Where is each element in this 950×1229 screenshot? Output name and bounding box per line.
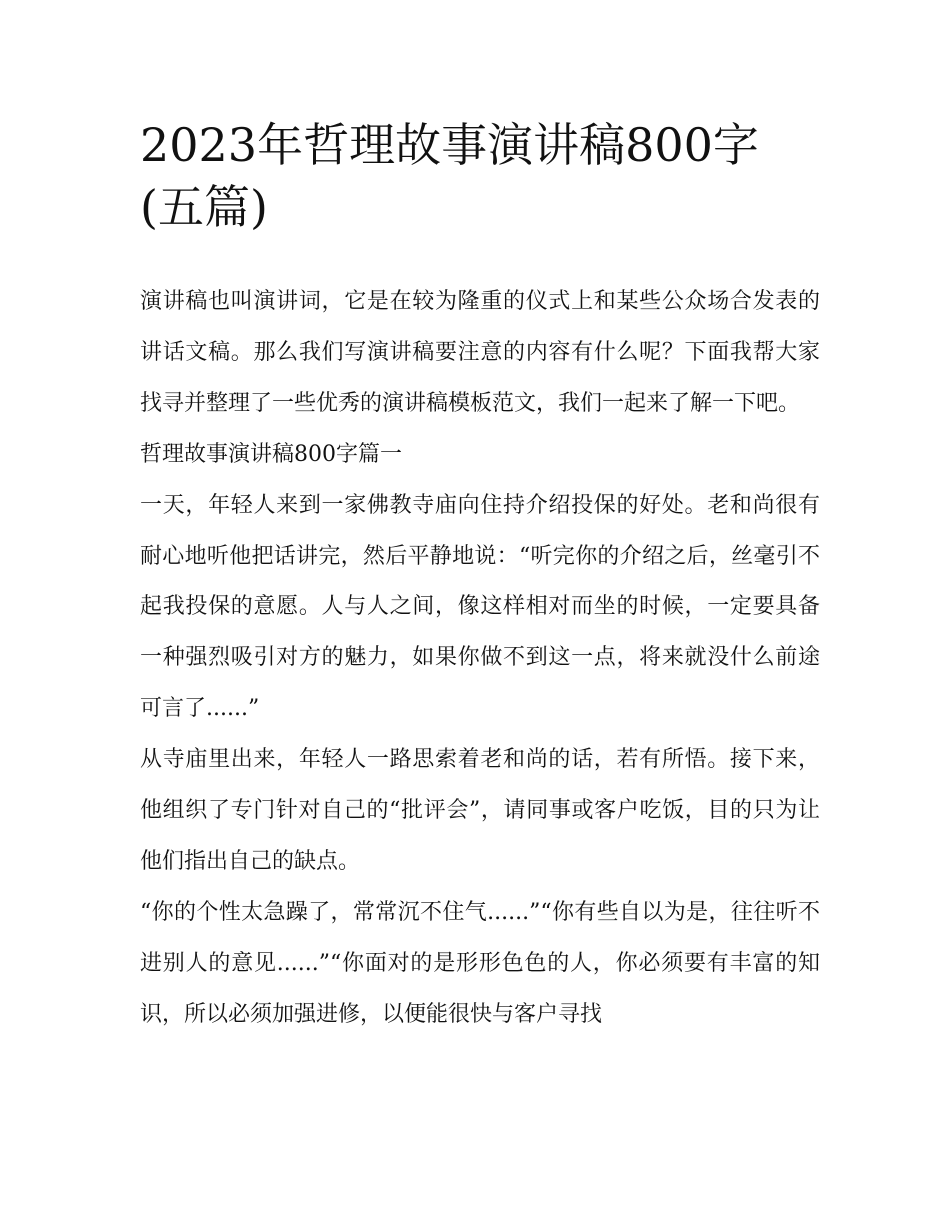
story-paragraph: 从寺庙里出来，年轻人一路思索着老和尚的话，若有所悟。接下来，他组织了专门针对自己的“批评会”，请同事或客户吃饭，目的只为让他们指出自己的缺点。 <box>140 747 820 874</box>
story-paragraph: “你的个性太急躁了，常常沉不住气......”“你有些自以为是，往往听不进别人的意见......”“你面对的是形形色色的人，你必须要有丰富的知识，所以必须加强进修，以便能很快与客户寻找 <box>140 899 820 1027</box>
story-paragraph: 一天，年轻人来到一家佛教寺庙向住持介绍投保的好处。老和尚很有耐心地听他把话讲完，然后平静地说：“听完你的介绍之后，丝毫引不起我投保的意愿。人与人之间，像这样相对而坐的时候，一定要具备一种强烈吸引对方的魅力，如果你做不到这一点，将来就没什么前途可言了......” <box>140 492 820 722</box>
document-title: 2023年哲理故事演讲稿800字(五篇) <box>140 118 759 234</box>
intro-paragraph: 演讲稿也叫演讲词，它是在较为隆重的仪式上和某些公众场合发表的讲话文稿。那么我们写演讲稿要注意的内容有什么呢？下面我帮大家找寻并整理了一些优秀的演讲稿模板范文，我们一起来了解一下吧。 <box>140 289 820 416</box>
section-heading: 哲理故事演讲稿800字篇一 <box>140 441 402 467</box>
document-body <box>140 277 820 1041</box>
